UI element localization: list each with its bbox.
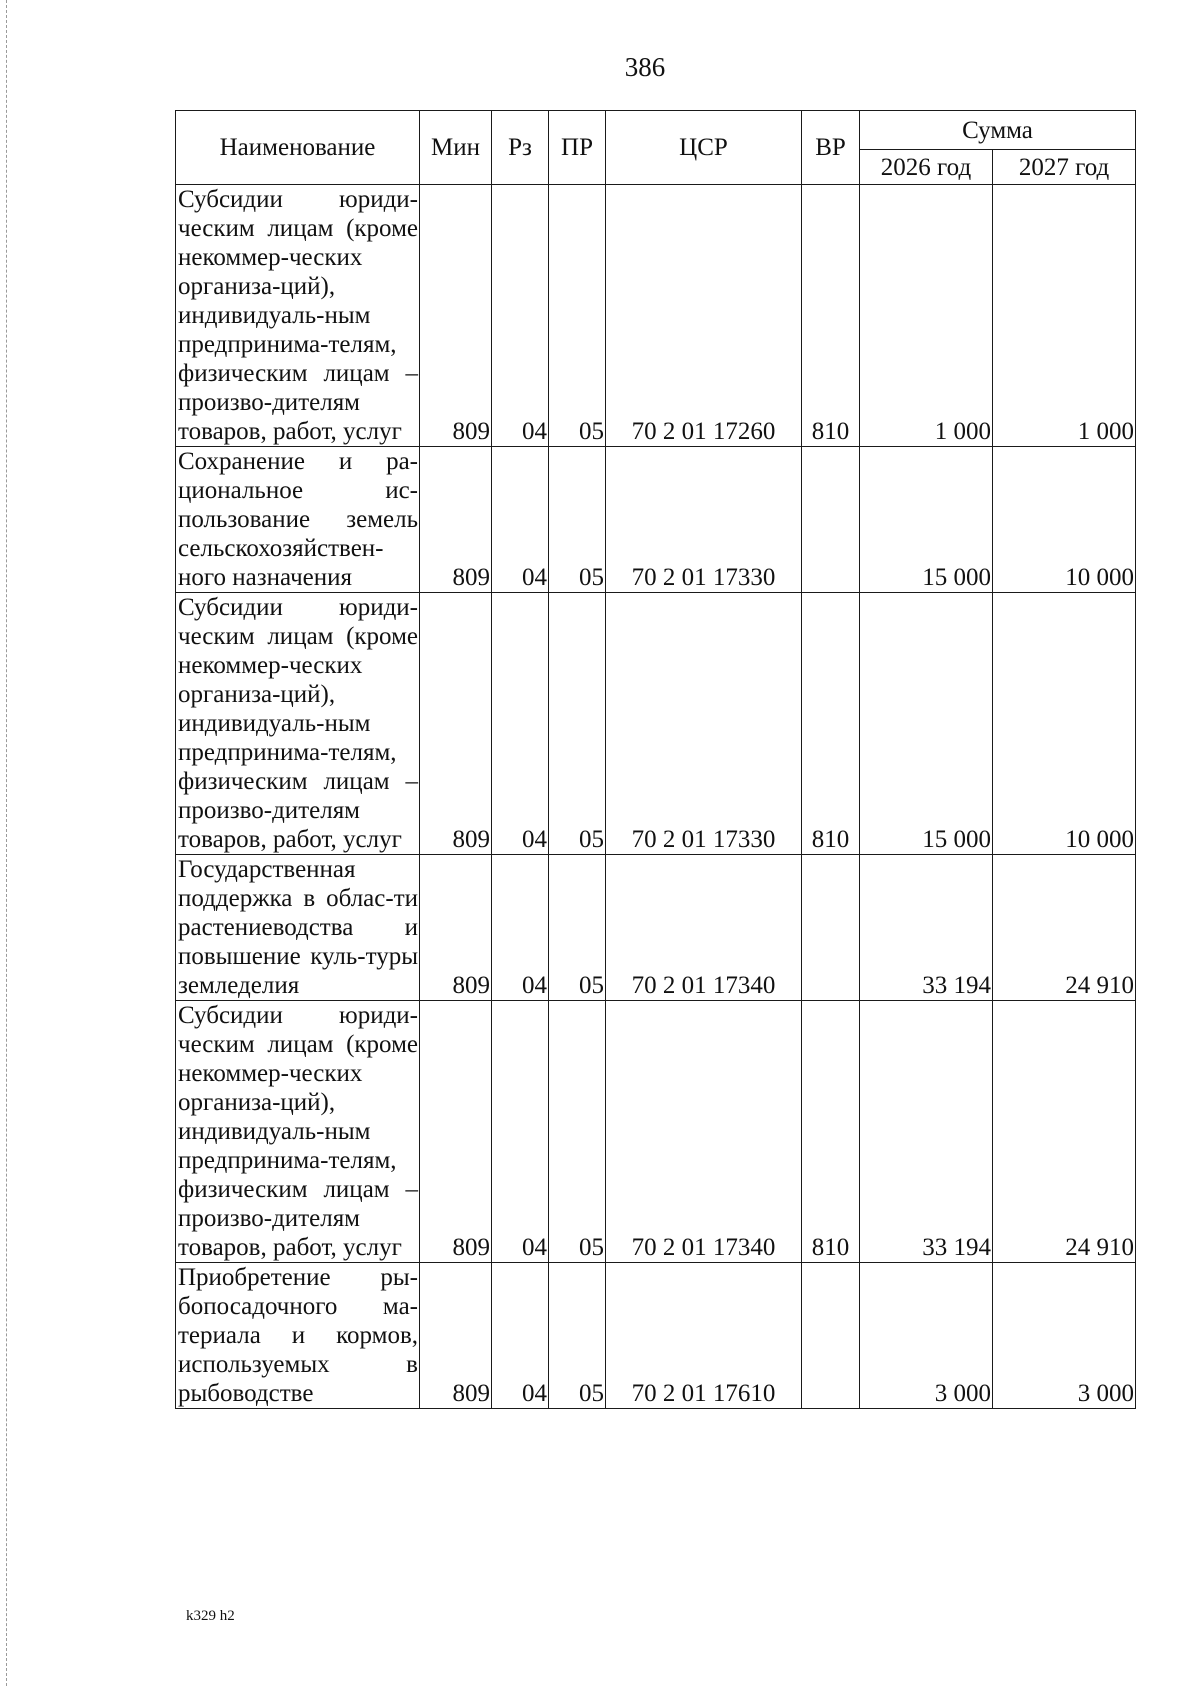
row-name: Государственная поддержка в облас-ти растениеводства и повышение куль-туры земледелия [176,855,420,1001]
row-sum-2026: 33 194 [860,855,993,1001]
row-min: 809 [420,1001,492,1263]
header-year-2026: 2026 год [860,150,993,185]
row-csr: 70 2 01 17330 [606,447,802,593]
header-vr: ВР [802,111,860,185]
row-name: Субсидии юриди-ческим лицам (кроме некоммер-ческих организа-ций), индивидуаль-ным предпринима-телям, физическим лицам – произво-дителям товаров, работ, услуг [176,185,420,447]
row-name: Сохранение и ра-циональное ис-пользование земель сельскохозяйствен-ного назначения [176,447,420,593]
row-pr: 05 [549,1001,606,1263]
row-pr: 05 [549,447,606,593]
table-row [176,185,1136,447]
row-sum-2026: 1 000 [860,185,993,447]
table-row [176,447,1136,593]
table-body [176,185,1136,1409]
row-min: 809 [420,593,492,855]
row-vr: 810 [802,1001,860,1263]
page-number: 386 [624,52,666,82]
row-rz: 04 [492,185,549,447]
row-sum-2027: 24 910 [993,1001,1136,1263]
header-year-2027: 2027 год [993,150,1136,185]
row-csr: 70 2 01 17340 [606,1001,802,1263]
row-sum-2026: 15 000 [860,447,993,593]
header-name: Наименование [176,111,420,185]
row-rz: 04 [492,1263,549,1409]
row-sum-2027: 3 000 [993,1263,1136,1409]
row-vr: 810 [802,185,860,447]
row-name: Субсидии юриди-ческим лицам (кроме некоммер-ческих организа-ций), индивидуаль-ным предпринима-телям, физическим лицам – произво-дителям товаров, работ, услуг [176,1001,420,1263]
row-sum-2027: 1 000 [993,185,1136,447]
table-row [176,855,1136,1001]
table-row [176,593,1136,855]
row-pr: 05 [549,1263,606,1409]
table-row [176,1001,1136,1263]
row-sum-2026: 33 194 [860,1001,993,1263]
row-name: Приобретение ры-бопосадочного ма-териала и кормов, используемых в рыбоводстве [176,1263,420,1409]
budget-table [175,110,1136,1409]
row-min: 809 [420,1263,492,1409]
row-min: 809 [420,855,492,1001]
row-csr: 70 2 01 17260 [606,185,802,447]
row-pr: 05 [549,185,606,447]
row-name: Субсидии юриди-ческим лицам (кроме некоммер-ческих организа-ций), индивидуаль-ным предпринима-телям, физическим лицам – произво-дителям товаров, работ, услуг [176,593,420,855]
row-min: 809 [420,447,492,593]
row-rz: 04 [492,593,549,855]
row-rz: 04 [492,447,549,593]
scan-edge-line [6,0,7,1686]
table-header [176,111,1136,185]
footer-code: k329 h2 [186,1608,235,1624]
row-pr: 05 [549,593,606,855]
row-vr [802,1263,860,1409]
header-sum: Сумма [860,111,1136,150]
table-row [176,1263,1136,1409]
row-vr: 810 [802,593,860,855]
row-sum-2027: 10 000 [993,447,1136,593]
row-csr: 70 2 01 17340 [606,855,802,1001]
header-min: Мин [420,111,492,185]
header-csr: ЦСР [606,111,802,185]
row-sum-2026: 3 000 [860,1263,993,1409]
row-rz: 04 [492,855,549,1001]
row-sum-2027: 24 910 [993,855,1136,1001]
header-pr: ПР [549,111,606,185]
row-sum-2027: 10 000 [993,593,1136,855]
header-rz: Рз [492,111,549,185]
row-vr [802,447,860,593]
row-vr [802,855,860,1001]
row-min: 809 [420,185,492,447]
row-pr: 05 [549,855,606,1001]
row-sum-2026: 15 000 [860,593,993,855]
row-csr: 70 2 01 17610 [606,1263,802,1409]
row-csr: 70 2 01 17330 [606,593,802,855]
row-rz: 04 [492,1001,549,1263]
